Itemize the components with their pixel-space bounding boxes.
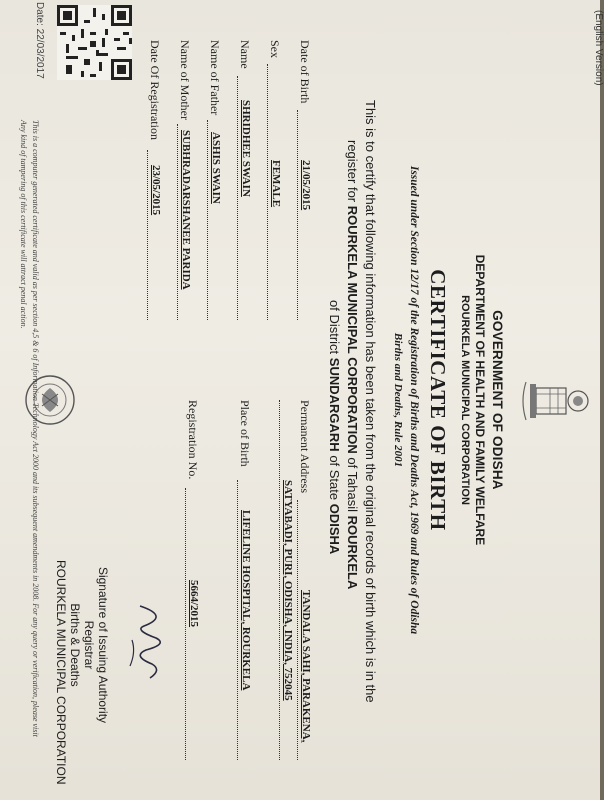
registration-number-label: Registration No. [186,400,200,480]
child-name-value: SHRIDHEE SWAIN [240,100,252,197]
father-label: Name of Father [208,40,222,116]
tahasil-name: ROURKELA [345,515,360,590]
registration-number-value: 5664/2015 [188,580,200,628]
certify-text: of Tahasil [345,457,360,513]
certify-line-2 [345,140,360,589]
handwritten-signature-icon [120,600,180,690]
address-line-2: SATYABADI, PURI, ODISHA, INDIA, 752045 [282,480,294,701]
mother-label: Name of Mother [178,40,192,120]
father-value: ASHIS SWAIN [210,132,222,204]
sex-leader [267,64,268,320]
signature-line-4: ROURKELA MUNICIPAL CORPORATION [54,560,68,785]
qr-code-icon [57,5,132,80]
district-name: SUNDARGARH [327,357,342,452]
dob-value: 21/05/2015 [300,160,312,211]
address-line-1: TANDALA SAHI, PARAKENA, [300,590,312,743]
signature-line-3: Births & Deaths [68,603,82,687]
rule-subtitle: Births and Deaths, Rule 2001 [392,332,404,468]
place-of-birth-value: LIFELINE HOSPITAL, ROURKELA [240,510,252,691]
signature-line-1: Signature of Issuing Authority [96,566,110,724]
sex-value: FEMALE [270,160,282,208]
signature-line-2: Registrar [82,620,96,670]
registration-date-leader [147,150,148,320]
footer-note-1: This is a computer generated certificate and valid as per section 4,5 & 6 of Information Technology Act 2000 and its subsequent amendments in 2008. For any query or verification, please visit [31,120,40,737]
registration-date-value: 23/05/2015 [150,165,162,216]
registration-number-leader [185,488,186,760]
footer-note-2: Any kind of tampering of this certificate will attract penal action. [19,120,28,329]
address-leader [297,500,298,760]
certificate-title: CERTIFICATE OF BIRTH [426,269,450,531]
sex-label: Sex [268,40,282,58]
certify-text: of District [327,300,342,355]
mother-leader [177,124,178,320]
govt-heading: GOVERNMENT OF ODISHA [490,310,505,490]
state-emblem-icon [518,372,598,430]
name-leader [237,76,238,320]
state-name: ODISHA [327,503,342,555]
registration-date-label: Date Of Registration [148,40,162,140]
dob-label: Date of Birth [298,40,312,104]
local-body-name: ROURKELA MUNICIPAL CORPORATION [345,205,360,454]
signature-block [54,560,110,785]
certify-text: register for [345,140,360,203]
corporation-logo-icon [20,368,80,432]
dob-leader [297,110,298,320]
certify-line-1: This is to certify that following information has been taken from the original records of birth which is in the [363,100,378,703]
version-tag: (English Version) [593,10,604,86]
department-heading: DEPARTMENT OF HEALTH AND FAMILY WELFARE [473,254,487,546]
certify-text: of State [327,455,342,501]
certify-line-3 [327,300,342,554]
address-label: Permanent Address [298,400,312,493]
place-of-birth-label: Place of Birth [238,400,252,467]
father-leader [207,120,208,320]
qr-date: Date: 22/03/2017 [34,2,45,79]
address-leader-2 [279,400,280,760]
corporation-heading: ROURKELA MUNICIPAL CORPORATION [459,295,471,505]
name-label: Name [238,40,252,69]
mother-value: SUBHRADARSHANEE PARIDA [180,130,192,290]
place-of-birth-leader [237,480,238,760]
act-subtitle: Issued under Section 12/17 of the Registration of Births and Deaths Act, 1969 and Rules of Odisha [408,165,420,635]
